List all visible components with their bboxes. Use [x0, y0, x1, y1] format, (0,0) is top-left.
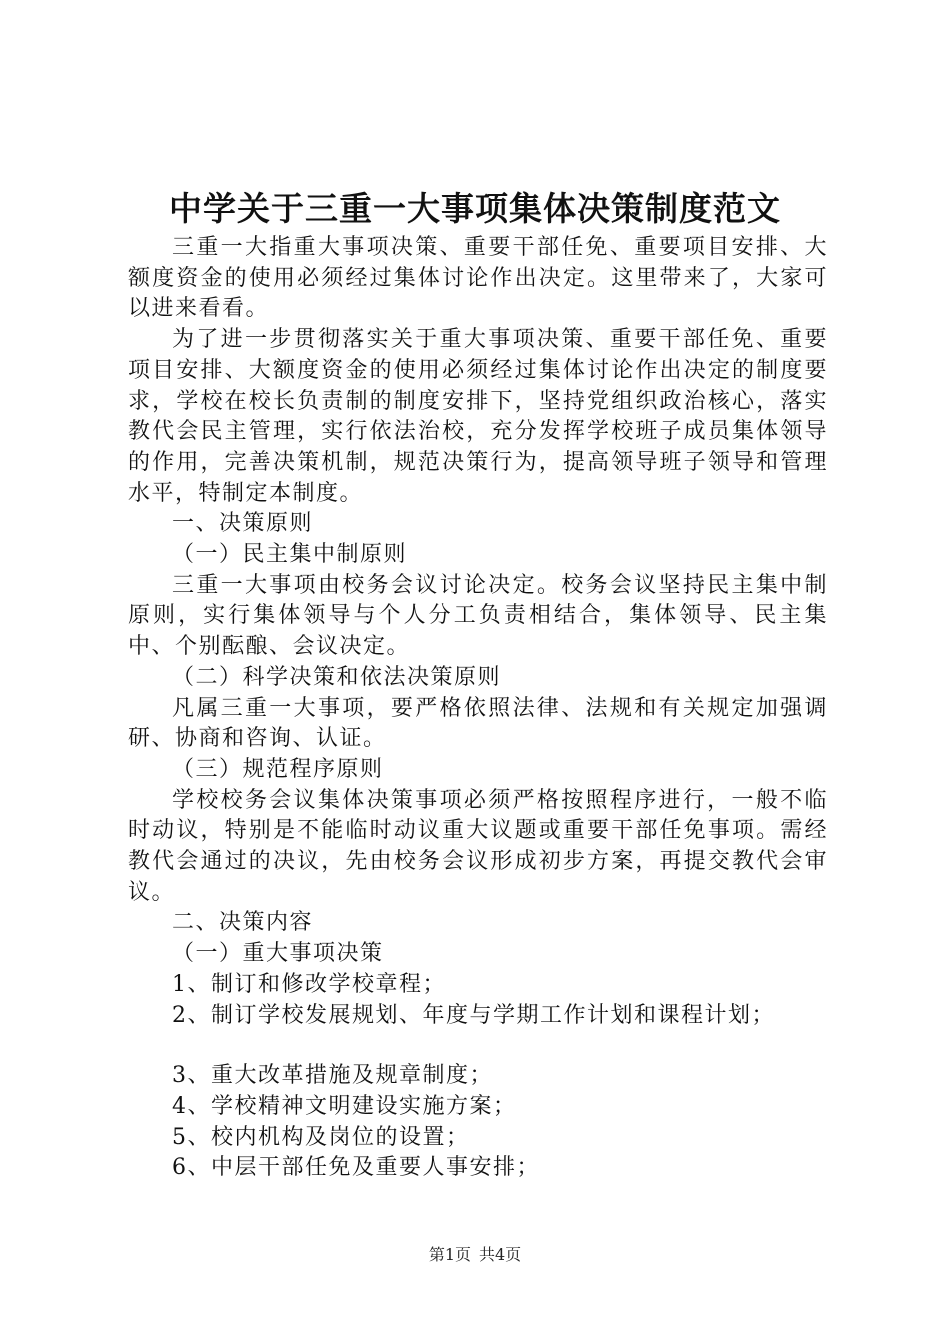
paragraph-democratic-centralism: 三重一大事项由校务会议讨论决定。校务会议坚持民主集中制原则，实行集体领导与个人分工负责相结合，集体领导、民主集中、个别酝酿、会议决定。 [128, 572, 828, 660]
subsection-heading-major-matters: （一）重大事项决策 [172, 941, 384, 967]
list-item: 3、重大改革措施及规章制度； [172, 1063, 493, 1089]
list-item: 2、制订学校发展规划、年度与学期工作计划和课程计划； [172, 1002, 775, 1028]
list-item: 4、学校精神文明建设实施方案； [172, 1093, 517, 1119]
subsection-heading-procedure: （三）规范程序原则 [172, 756, 384, 782]
paragraph-intro: 三重一大指重大事项决策、重要干部任免、重要项目安排、大额度资金的使用必须经过集体讨论作出决定。这里带来了，大家可以进来看看。 [128, 235, 828, 322]
document-title: 中学关于三重一大事项集体决策制度范文 [169, 189, 781, 228]
list-item: 6、中层干部任免及重要人事安排； [172, 1155, 540, 1181]
paragraph-procedure: 学校校务会议集体决策事项必须严格按照程序进行，一般不临时动议，特别是不能临时动议重大议题或重要干部任免事项。需经教代会通过的决议，先由校务会议形成初步方案，再提交教代会审议。 [128, 787, 828, 905]
paragraph-scientific-decision: 凡属三重一大事项，要严格依照法律、法规和有关规定加强调研、协商和咨询、认证。 [128, 695, 828, 752]
subsection-heading-democratic-centralism: （一）民主集中制原则 [172, 542, 408, 568]
section-heading-principles: 一、决策原则 [172, 511, 314, 537]
page-total: 共4页 [479, 1245, 522, 1264]
subsection-heading-scientific-decision: （二）科学决策和依法决策原则 [172, 664, 502, 690]
list-item: 5、校内机构及岗位的设置； [172, 1124, 470, 1150]
section-heading-content: 二、决策内容 [172, 910, 314, 936]
document-body [128, 233, 828, 1184]
page-number: 第1页 [428, 1245, 471, 1264]
list-item: 1、制订和修改学校章程； [172, 971, 446, 997]
paragraph-purpose: 为了进一步贯彻落实关于重大事项决策、重要干部任免、重要项目安排、大额度资金的使用必须经过集体讨论作出决定的制度要求，学校在校长负责制的制度安排下，坚持党组织政治核心，落实教代会民主管理，实行依法治校，充分发挥学校班子成员集体领导的作用，完善决策机制，规范决策行为，提高领导班子领导和管理水平，特制定本制度。 [128, 327, 828, 506]
page-footer [0, 1243, 950, 1267]
